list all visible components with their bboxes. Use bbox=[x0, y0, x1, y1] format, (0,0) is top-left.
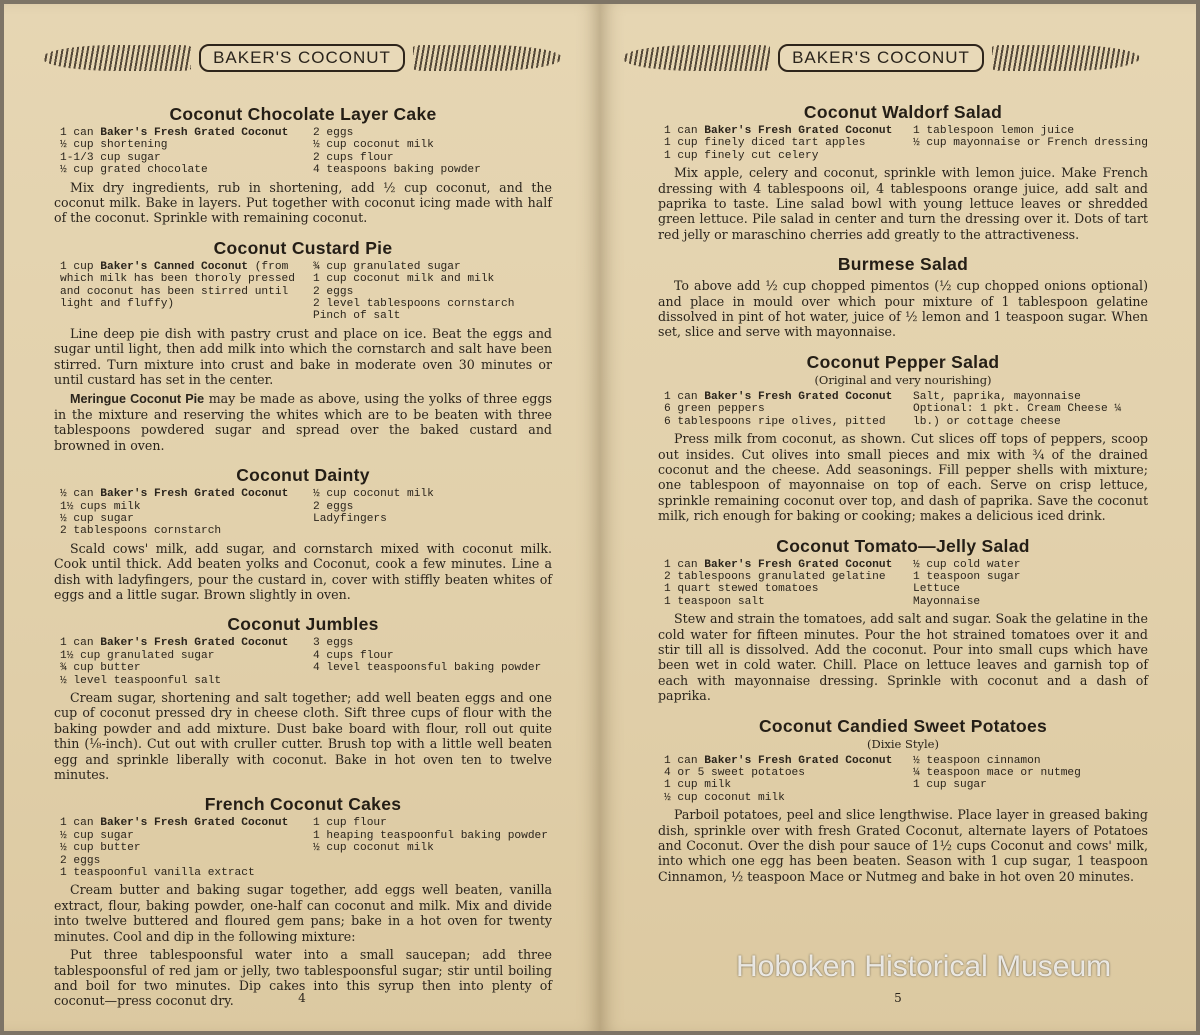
ingredient-line: 1-1/3 cup sugar bbox=[60, 151, 161, 164]
ingredient-line: 6 tablespoons ripe olives, pitted bbox=[664, 415, 886, 428]
ingredient-column bbox=[664, 391, 899, 428]
directions-paragraph: Press milk from coconut, as shown. Cut slices off tops of peppers, scoop out insides. Cut olives into small pieces and mix with ¾ of the drained coconut and the cheese. Add seasonings. Fill pepper shells with mixture; one tablespoon of mayonnaise on top of each. Serve on crisp lettuce, sprinkle remaining coconut over top, and dash of paprika. Save the coconut milk, rich enough for baking or cooking; makes a delicious iced drink. bbox=[658, 431, 1148, 524]
bold-text: Baker's Fresh Grated Coconut bbox=[100, 637, 289, 650]
ingredient-list bbox=[60, 637, 552, 687]
ingredient-list bbox=[60, 817, 552, 879]
ingredient-line: ½ cup coconut milk bbox=[313, 488, 434, 501]
ingredient-column bbox=[664, 125, 899, 162]
ingredient-line: 2 level tablespoons cornstarch bbox=[313, 298, 515, 311]
ingredient-line: Optional: 1 pkt. Cream Cheese ¼ lb.) or cottage cheese bbox=[913, 403, 1128, 428]
ingredient-line: 1 can Baker's Fresh Grated Coconut bbox=[664, 754, 893, 767]
directions-paragraph: Scald cows' milk, add sugar, and cornstarch mixed with coconut milk. Cook until thick. Add beaten yolks and Coconut, cook a few minutes. Line a dish with ladyfingers, pour the custard in, cover with stiffly beaten whites of eggs and a little sugar. Brown slightly in oven. bbox=[54, 540, 552, 602]
ingredient-column bbox=[60, 637, 299, 687]
recipe bbox=[54, 465, 552, 602]
recipe bbox=[658, 102, 1148, 242]
ingredient-column bbox=[60, 817, 299, 879]
header-banner: BAKER'S COCONUT bbox=[778, 44, 984, 72]
ingredient-line: 2 eggs bbox=[313, 127, 354, 139]
page-number: 4 bbox=[298, 991, 306, 1005]
ingredient-line: 2 eggs bbox=[60, 854, 101, 867]
ingredient-column bbox=[313, 817, 552, 879]
directions-paragraph: Line deep pie dish with pastry crust and place on ice. Beat the eggs and sugar until light, then add milk into which the cornstarch and salt have been stirred. Turn mixture into crust and bake in moderate oven 30 minutes or until custard has set in the center. bbox=[54, 325, 552, 388]
ingredient-line: 1 quart stewed tomatoes bbox=[664, 583, 819, 596]
directions-paragraph: Meringue Coconut Pie may be made as above, using the yolks of three eggs in the mixture and reserving the whites which are to be beaten with three tablespoons powdered sugar and spread over the baked custard and browned in oven. bbox=[54, 390, 552, 453]
museum-watermark: Hoboken Historical Museum bbox=[736, 950, 1112, 983]
ingredient-column bbox=[913, 559, 1148, 609]
ingredient-line: Lettuce bbox=[913, 583, 960, 596]
ingredient-line: 2 eggs bbox=[313, 285, 354, 298]
recipe-title: Coconut Chocolate Layer Cake bbox=[169, 104, 437, 124]
ingredient-column bbox=[664, 559, 899, 609]
ingredient-line: ¾ cup butter bbox=[60, 662, 141, 675]
ingredient-column bbox=[60, 260, 302, 323]
ingredient-line: 1 can Baker's Fresh Grated Coconut bbox=[60, 637, 289, 650]
ingredient-line: ½ cup sugar bbox=[60, 512, 134, 525]
bold-text: Baker's Fresh Grated Coconut bbox=[704, 390, 893, 403]
recipe-title: Coconut Candied Sweet Potatoes bbox=[758, 715, 1048, 736]
ingredient-line: 3 eggs bbox=[313, 637, 354, 650]
ingredient-line: 1 can Baker's Fresh Grated Coconut bbox=[664, 390, 893, 403]
ingredient-line: ½ cup butter bbox=[60, 842, 141, 855]
ingredient-line: 1 teaspoon salt bbox=[664, 595, 765, 608]
ingredient-line: 1½ cups milk bbox=[60, 500, 141, 513]
ingredient-line: 1 teaspoonful vanilla extract bbox=[60, 867, 255, 880]
ingredient-column bbox=[913, 755, 1148, 805]
left-page-recipes bbox=[54, 104, 552, 1021]
ingredient-line: 1 tablespoon lemon juice bbox=[913, 125, 1075, 137]
ingredient-line: Mayonnaise bbox=[913, 595, 981, 608]
ingredient-line: ½ cup shortening bbox=[60, 139, 168, 152]
ingredient-line: 2 eggs bbox=[313, 500, 354, 513]
ingredient-line: 1 can Baker's Fresh Grated Coconut bbox=[664, 125, 893, 137]
recipe bbox=[658, 254, 1148, 340]
ingredient-line: 1 cup milk bbox=[664, 779, 732, 792]
recipe-title: French Coconut Cakes bbox=[204, 794, 402, 815]
directions-paragraph: Mix apple, celery and coconut, sprinkle with lemon juice. Make French dressing with 4 tablespoons oil, 4 tablespoons orange juice, add salt and paprika to taste. Line salad bowl with young lettuce leaves or shredded green lettuce. Pile salad in center and turn the dressing over it. Dots of tart red jelly or maraschino cherries add greatly to the attractiveness. bbox=[658, 165, 1148, 242]
bold-text: Baker's Fresh Grated Coconut bbox=[100, 127, 289, 139]
ingredient-line: ½ can Baker's Fresh Grated Coconut bbox=[60, 488, 289, 501]
ingredient-line: ½ cup coconut milk bbox=[313, 842, 434, 855]
ingredient-list bbox=[664, 755, 1148, 805]
ingredient-list bbox=[664, 559, 1148, 609]
bold-text: Baker's Fresh Grated Coconut bbox=[100, 817, 289, 830]
ingredient-line: Ladyfingers bbox=[313, 512, 387, 525]
ingredient-line: ½ cup coconut milk bbox=[664, 791, 785, 804]
ingredient-line: 2 tablespoons cornstarch bbox=[60, 525, 222, 538]
ingredient-line: 2 cups flour bbox=[313, 151, 394, 164]
ingredient-line: 6 green peppers bbox=[664, 403, 765, 416]
recipe-title: Coconut Pepper Salad bbox=[806, 351, 1000, 372]
recipe bbox=[54, 104, 552, 226]
page-header bbox=[42, 40, 562, 76]
ingredient-line: 1 cup finely diced tart apples bbox=[664, 137, 866, 150]
ingredient-line: ½ cup sugar bbox=[60, 829, 134, 842]
ingredient-line: Salt, paprika, mayonnaise bbox=[913, 390, 1081, 403]
ingredient-line: ¼ teaspoon mace or nutmeg bbox=[913, 767, 1081, 779]
directions-paragraph: Mix dry ingredients, rub in shortening, add ½ cup coconut, and the coconut milk. Bake in layers. Put together with coconut icing made with half of the coconut. Sprinkle with remaining coconut. bbox=[54, 179, 552, 226]
palm-frond-icon bbox=[413, 45, 562, 71]
page-number: 5 bbox=[894, 991, 902, 1005]
ingredient-line: 1 cup Baker's Canned Coconut (from which milk has been thoroly pressed and coconut has been stirred until light and fluffy) bbox=[60, 260, 302, 311]
recipe-title: Coconut Tomato—Jelly Salad bbox=[776, 535, 1030, 556]
ingredient-line: ½ cup mayonnaise or French dressing bbox=[913, 137, 1148, 150]
ingredient-column bbox=[313, 261, 552, 323]
ingredient-line: 1 cup sugar bbox=[913, 779, 987, 792]
recipe-title: Coconut Jumbles bbox=[227, 614, 379, 635]
header-banner: BAKER'S COCONUT bbox=[199, 44, 405, 72]
directions-paragraph: Cream sugar, shortening and salt together; add well beaten eggs and one cup of coconut pressed dry in cheese cloth. Sift three cups of flour with the baking powder and add mixture. Dust bake board with flour, roll out quite thin (⅛-inch). Cut out with cruller cutter. Brush top with a little well beaten egg and sprinkle liberally with coconut. Bake in hot oven ten to twelve minutes. bbox=[54, 690, 552, 783]
ingredient-line: 1 cup coconut milk and milk bbox=[313, 273, 495, 286]
recipe-title: Coconut Waldorf Salad bbox=[803, 102, 1003, 122]
bold-text: Meringue Coconut Pie bbox=[70, 391, 205, 406]
bold-text: Baker's Canned Coconut bbox=[100, 260, 248, 273]
ingredient-line: 4 or 5 sweet potatoes bbox=[664, 767, 805, 779]
recipe bbox=[658, 536, 1148, 704]
ingredient-line: ½ cup cold water bbox=[913, 558, 1021, 571]
ingredient-line: ½ cup grated chocolate bbox=[60, 164, 208, 177]
ingredient-list bbox=[664, 391, 1148, 428]
ingredient-line: 1 can Baker's Fresh Grated Coconut bbox=[60, 127, 289, 139]
ingredient-list bbox=[60, 488, 552, 538]
recipe-title: Coconut Dainty bbox=[236, 465, 370, 486]
ingredient-line: 4 level teaspoonsful baking powder bbox=[313, 662, 542, 675]
ingredient-line: 1 heaping teaspoonful baking powder bbox=[313, 829, 548, 842]
ingredient-column bbox=[60, 488, 299, 538]
ingredient-line: ½ teaspoon cinnamon bbox=[913, 754, 1041, 767]
palm-frond-icon bbox=[622, 45, 770, 71]
right-page bbox=[600, 4, 1196, 1031]
ingredient-line: 1½ cup granulated sugar bbox=[60, 649, 215, 662]
ingredient-line: ½ cup coconut milk bbox=[313, 139, 434, 152]
bold-text: Baker's Fresh Grated Coconut bbox=[704, 754, 893, 767]
bold-text: Baker's Fresh Grated Coconut bbox=[704, 558, 893, 571]
directions-paragraph: To above add ½ cup chopped pimentos (½ cup chopped onions optional) and place in mould over which pour mixture of 1 tablespoon gelatine dissolved in pint of hot water, juice of ½ lemon and 1 teaspoon sugar. When set, slice and serve with mayonnaise. bbox=[658, 278, 1148, 340]
directions-paragraph: Put three tablespoonsful water into a small saucepan; add three tablespoonsful of red jam or jelly, two tablespoonsful sugar; stir until boiling and boil for two minutes. Dip cakes into this syrup then into plenty of coconut—press coconut dry. bbox=[54, 947, 552, 1009]
recipe bbox=[54, 614, 552, 782]
palm-frond-icon bbox=[42, 45, 191, 71]
ingredient-line: 1 cup finely cut celery bbox=[664, 149, 819, 162]
ingredient-list bbox=[664, 125, 1148, 162]
ingredient-line: 1 teaspoon sugar bbox=[913, 570, 1021, 583]
ingredient-line: 4 cups flour bbox=[313, 649, 394, 662]
ingredient-column bbox=[313, 127, 552, 177]
directions-paragraph: Stew and strain the tomatoes, add salt and sugar. Soak the gelatine in the cold water for fifteen minutes. Pour the hot strained tomatoes over it and stir till all is dissolved. Add the coconut. Pour into small cups which have been wet in cold water. Chill. Place on lettuce leaves and garnish top of each with mayonnaise dressing. Sprinkle with coconut and a dash of paprika. bbox=[658, 611, 1148, 704]
bold-text: Baker's Fresh Grated Coconut bbox=[704, 125, 893, 137]
ingredient-line: 4 teaspoons baking powder bbox=[313, 164, 481, 177]
ingredient-column bbox=[913, 391, 1148, 428]
ingredient-line: ½ level teaspoonful salt bbox=[60, 674, 222, 687]
page-header bbox=[622, 40, 1140, 76]
ingredient-list bbox=[60, 261, 552, 323]
recipe bbox=[658, 716, 1148, 885]
ingredient-column bbox=[313, 637, 552, 687]
palm-frond-icon bbox=[992, 45, 1140, 71]
ingredient-column bbox=[664, 755, 899, 805]
recipe-title: Coconut Custard Pie bbox=[213, 237, 393, 258]
ingredient-column bbox=[913, 125, 1148, 162]
book-spread bbox=[4, 4, 1196, 1031]
ingredient-column bbox=[60, 127, 299, 177]
recipe-title: Burmese Salad bbox=[837, 254, 969, 275]
ingredient-line: 1 can Baker's Fresh Grated Coconut bbox=[60, 817, 289, 830]
ingredient-list bbox=[60, 127, 552, 177]
ingredient-line: 2 tablespoons granulated gelatine bbox=[664, 570, 886, 583]
recipe-subtitle: (Dixie Style) bbox=[867, 736, 939, 751]
directions-paragraph: Cream butter and baking sugar together, add eggs well beaten, vanilla extract, flour, baking powder, one-half can coconut and milk. Mix and divide into twelve buttered and floured gem pans; bake in a hot oven for twenty minutes. Cool and dip in the following mixture: bbox=[54, 882, 552, 944]
directions-paragraph: Parboil potatoes, peel and slice lengthwise. Place layer in greased baking dish, sprinkle over with fresh Grated Coconut, alternate layers of Potatoes and Coconut. Over the dish pour sauce of 1½ cups Coconut and cows' milk, into which one egg has been beaten. Season with 1 cup sugar, 1 teaspoon Cinnamon, ½ teaspoon Mace or Nutmeg and bake in hot oven 20 minutes. bbox=[658, 807, 1148, 884]
bold-text: Baker's Fresh Grated Coconut bbox=[100, 488, 289, 501]
ingredient-column bbox=[313, 488, 552, 538]
recipe bbox=[54, 794, 552, 1008]
ingredient-line: Pinch of salt bbox=[313, 310, 401, 323]
left-page bbox=[4, 4, 600, 1031]
recipe bbox=[658, 352, 1148, 524]
ingredient-line: ¾ cup granulated sugar bbox=[313, 260, 461, 273]
ingredient-line: 1 can Baker's Fresh Grated Coconut bbox=[664, 558, 893, 571]
ingredient-line: 1 cup flour bbox=[313, 817, 387, 830]
recipe-subtitle: (Original and very nourishing) bbox=[814, 372, 992, 387]
right-page-recipes bbox=[658, 102, 1148, 896]
recipe bbox=[54, 238, 552, 453]
